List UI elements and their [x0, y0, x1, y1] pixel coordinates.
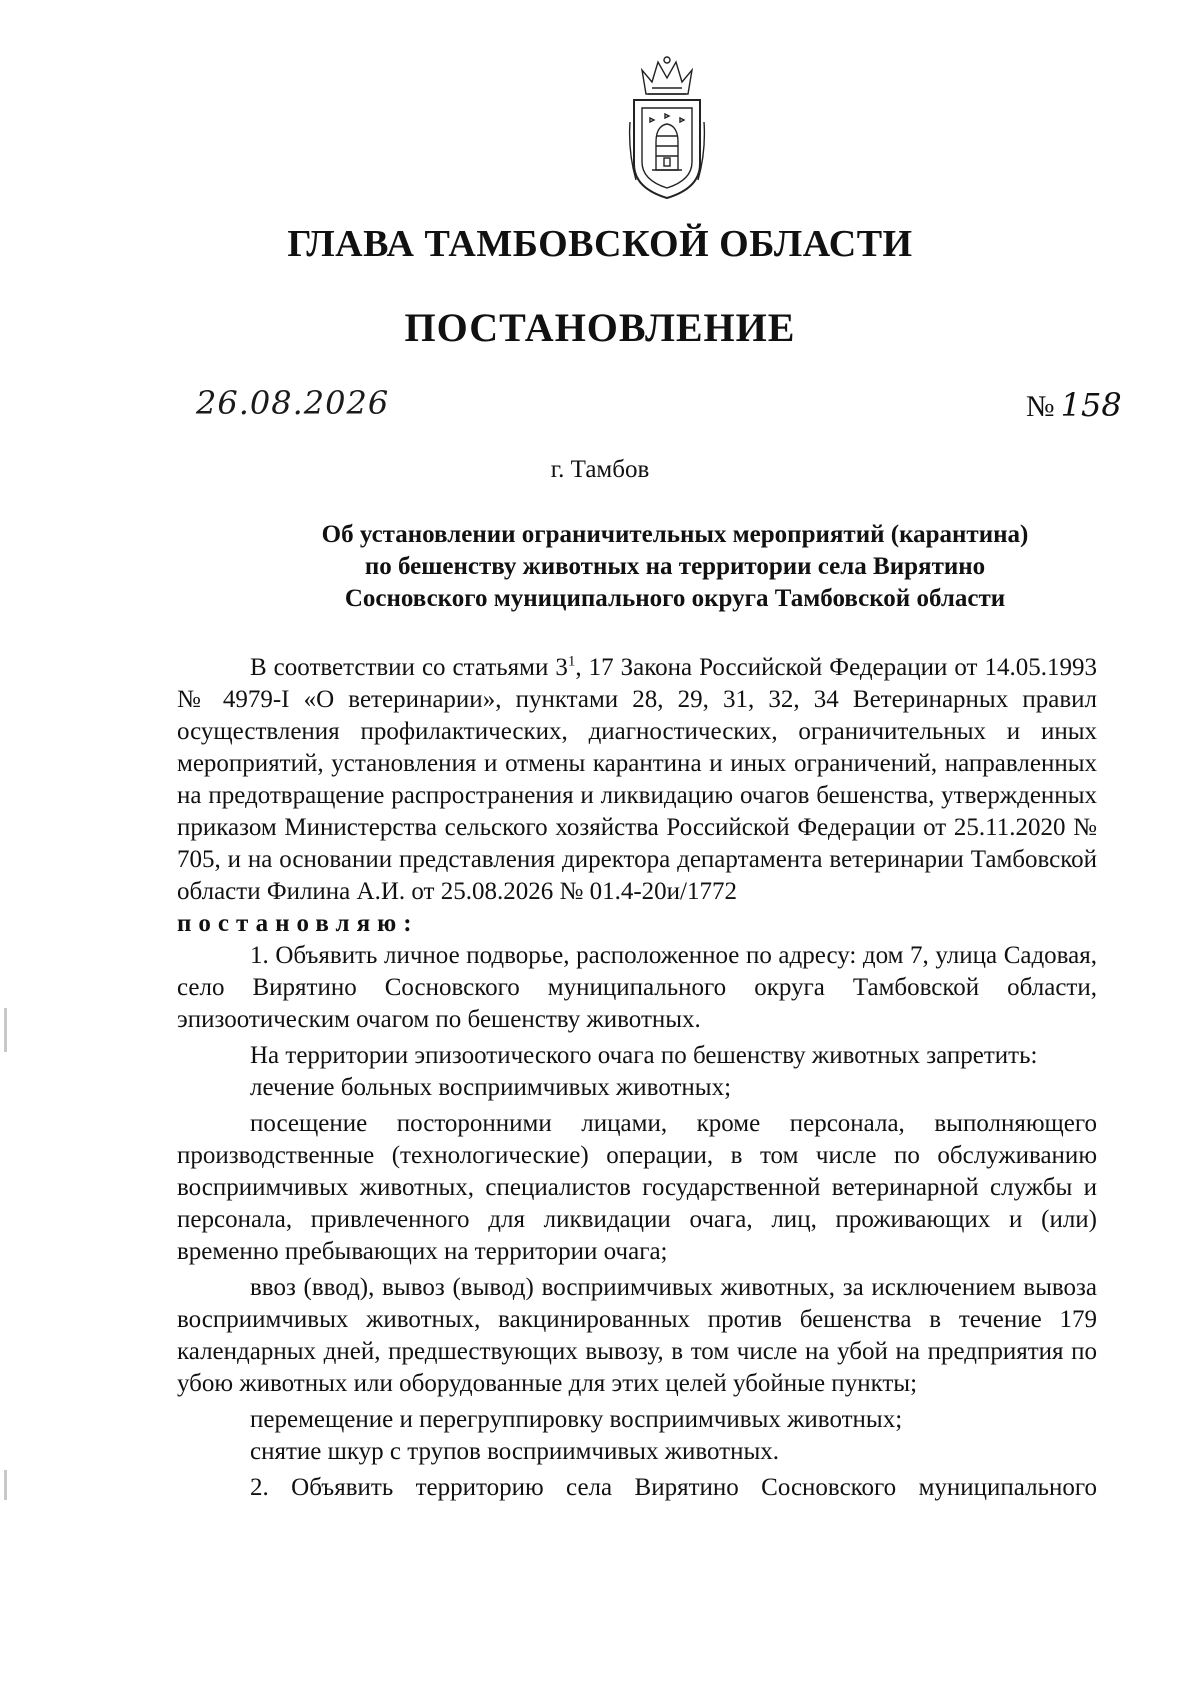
number-sign: № — [1026, 390, 1055, 423]
coat-of-arms-emblem — [628, 52, 706, 202]
scan-edge-mark — [4, 1008, 7, 1052]
article-superscript: 1 — [567, 653, 576, 670]
document-number — [1026, 386, 1122, 424]
preamble-text-start: В соответствии со статьями 3 — [250, 654, 568, 681]
subject-line: по бешенству животных на территории села Вирятино — [364, 553, 986, 580]
issue-place: г. Тамбов — [550, 456, 650, 483]
preamble-text-rest: , 17 Закона Российской Федерации от 14.05.1993 № 4979-I «О ветеринарии», пунктами 28, 29, 31, 32, 34 Ветеринарных правил осуществления профилактических, диагностических, ограничительных и иных мероприятий, установления и отмены карантина и иных ограничений, направленных на предотвращение распространения и ликвидацию очагов бешенства, утвержденных приказом Министерства сельского хозяйства Российской Федерации от 25.11.2020 № 705, и на основании представления директора департамента ветеринарии Тамбовской области Филина А.И. от 25.08.2026 № 01.4-20и/1772 — [177, 654, 1097, 905]
item-paragraph: 1. Объявить личное подворье, расположенное по адресу: дом 7, улица Садовая, село Вирятино Сосновского муниципального округа Тамбовской области, эпизоотическим очагом по бешенству животных. — [177, 942, 1097, 1033]
document-body — [177, 652, 1097, 1504]
item-paragraph: ввоз (ввод), вывоз (вывод) восприимчивых животных, за исключением вывоза восприимчивых животных, вакцинированных против бешенства в течение 179 календарных дней, предшествующих вывозу, в том числе на убой на предприятия по убою животных или оборудованные для этих целей убойные пункты; — [177, 1274, 1097, 1397]
item-paragraph: лечение больных восприимчивых животных; — [250, 1074, 732, 1101]
number-value: 158 — [1060, 386, 1122, 424]
subject-line: Об установлении ограничительных мероприятий (карантина) — [321, 521, 1029, 548]
item-paragraph: посещение посторонними лицами, кроме персонала, выполняющего производственные (технологические) операции, в том числе по обслуживанию восприимчивых животных, специалистов государственной ветеринарной службы и персонала, привлеченного для ликвидации очага, лиц, проживающих и (или) временно пребывающих на территории очага; — [177, 1110, 1097, 1265]
decree-word: постановляю: — [177, 910, 419, 937]
document-date: 26.08.2026 — [196, 384, 390, 422]
preamble-paragraph — [177, 652, 1097, 908]
document-type-title: ПОСТАНОВЛЕНИЕ — [404, 305, 796, 350]
issuing-authority-title: ГЛАВА ТАМБОВСКОЙ ОБЛАСТИ — [287, 223, 913, 265]
item-paragraph: 2. Объявить территорию села Вирятино Сосновского муниципального — [250, 1474, 1097, 1501]
coat-of-arms-icon — [628, 52, 706, 202]
subject-line: Сосновского муниципального округа Тамбовской области — [344, 585, 1006, 612]
item-paragraph: перемещение и перегруппировку восприимчивых животных; — [250, 1406, 903, 1433]
item-paragraph: На территории эпизоотического очага по бешенству животных запретить: — [250, 1042, 1038, 1069]
item-paragraph: снятие шкур с трупов восприимчивых животных. — [250, 1438, 780, 1465]
document-subject — [250, 519, 1100, 615]
scan-edge-mark — [4, 1470, 7, 1500]
